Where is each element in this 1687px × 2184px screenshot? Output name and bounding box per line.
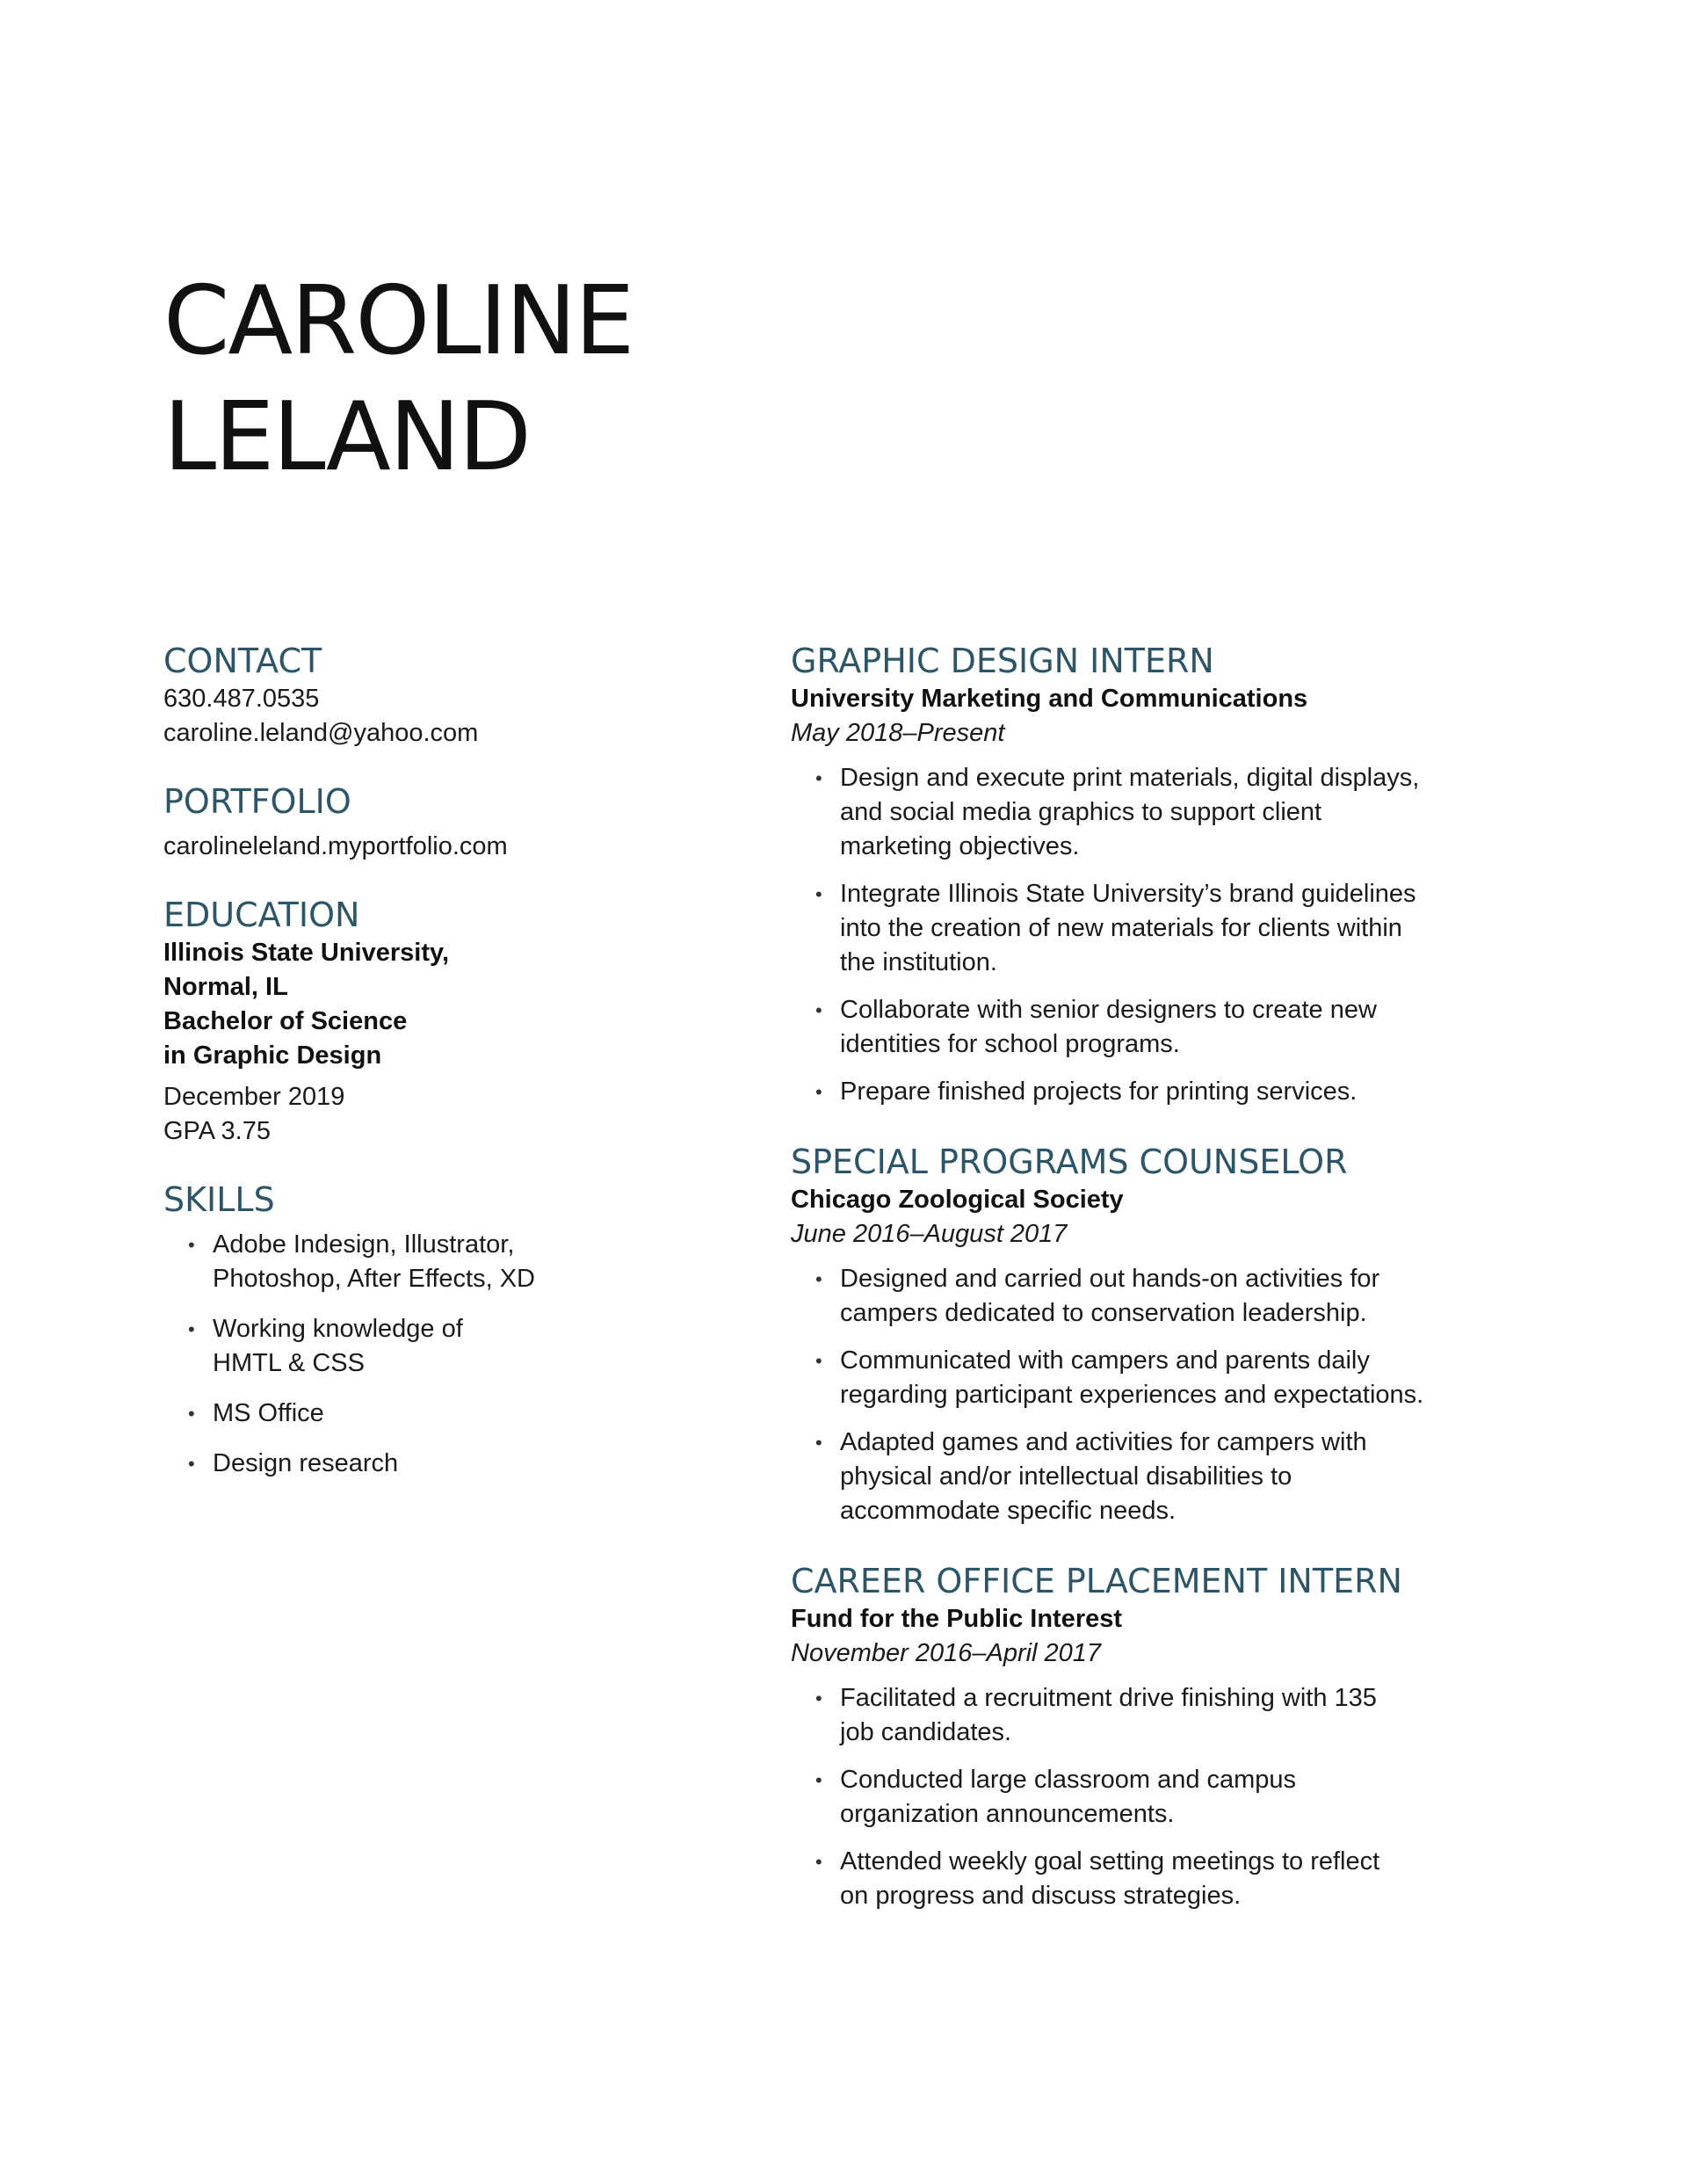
portfolio-section — [163, 780, 655, 864]
duty-text-line: on progress and discuss strategies. — [840, 1882, 1242, 1910]
skills-list — [163, 1228, 655, 1481]
duty-text-line: Designed and carried out hands-on activities for — [840, 1265, 1380, 1293]
bullet-glyph: • — [188, 1234, 195, 1256]
skill-item — [163, 1447, 655, 1481]
experience-entry — [791, 1141, 1529, 1528]
contact-section — [163, 640, 655, 751]
duty-text-line: job candidates. — [840, 1718, 1012, 1746]
bullet-glyph: • — [188, 1403, 195, 1425]
bullet-glyph: • — [815, 883, 822, 905]
duty-text-line: identities for school programs. — [840, 1030, 1180, 1058]
degree-line1: Bachelor of Science — [163, 1007, 408, 1035]
duty-item — [791, 877, 1529, 980]
skill-text-line: HMTL & CSS — [213, 1349, 365, 1377]
school-location: Normal, IL — [163, 973, 288, 1001]
duty-item — [791, 993, 1529, 1062]
portfolio-url: carolineleland.myportfolio.com — [163, 832, 508, 860]
duty-text-line: Facilitated a recruitment drive finishing with 135 — [840, 1684, 1377, 1712]
skill-text-line: Photoshop, After Effects, XD — [213, 1265, 536, 1293]
bullet-glyph: • — [188, 1453, 195, 1475]
job-organization: Fund for the Public Interest — [791, 1605, 1123, 1633]
school-name: Illinois State University, — [163, 939, 450, 967]
bullet-glyph: • — [815, 1350, 822, 1372]
job-title: CAREER OFFICE PLACEMENT INTERN — [791, 1562, 1402, 1600]
portfolio-heading: PORTFOLIO — [163, 782, 351, 821]
duty-text-line: regarding participant experiences and expectations. — [840, 1381, 1424, 1409]
bullet-glyph: • — [815, 1081, 822, 1103]
job-duties-list — [791, 1681, 1529, 1913]
duty-text-line: accommodate specific needs. — [840, 1497, 1177, 1525]
skill-item — [163, 1312, 655, 1381]
bullet-glyph: • — [815, 1687, 822, 1709]
skill-item — [163, 1228, 655, 1296]
duty-text-line: Adapted games and activities for campers with — [840, 1428, 1367, 1456]
duty-text-line: Attended weekly goal setting meetings to reflect — [840, 1847, 1380, 1876]
bullet-glyph: • — [815, 1769, 822, 1791]
duty-text-line: campers dedicated to conservation leadership. — [840, 1299, 1367, 1327]
duty-text-line: Conducted large classroom and campus — [840, 1766, 1297, 1794]
job-duties-list — [791, 761, 1529, 1109]
job-dates: June 2016–August 2017 — [791, 1220, 1068, 1248]
phone-number: 630.487.0535 — [163, 685, 320, 713]
skills-section — [163, 1179, 655, 1481]
email-address: caroline.leland@yahoo.com — [163, 719, 479, 747]
duty-text-line: and social media graphics to support client — [840, 798, 1322, 826]
duty-text-line: Communicated with campers and parents daily — [840, 1346, 1370, 1375]
gpa: GPA 3.75 — [163, 1117, 271, 1145]
job-organization: Chicago Zoological Society — [791, 1186, 1124, 1214]
experience-entry — [791, 640, 1529, 1109]
degree-line2: in Graphic Design — [163, 1041, 382, 1070]
job-duties-list — [791, 1262, 1529, 1528]
first-name: CAROLINE — [163, 266, 634, 376]
duty-text-line: Design and execute print materials, digital displays, — [840, 764, 1420, 792]
job-dates: May 2018–Present — [791, 719, 1005, 747]
bullet-glyph: • — [188, 1318, 195, 1340]
last-name: LELAND — [163, 382, 530, 492]
duty-text-line: physical and/or intellectual disabilities to — [840, 1462, 1292, 1491]
bullet-glyph: • — [815, 1432, 822, 1454]
experience-entry — [791, 1560, 1529, 1913]
duty-item — [791, 1075, 1529, 1109]
duty-text-line: Integrate Illinois State University’s brand guidelines — [840, 880, 1416, 908]
bullet-glyph: • — [815, 999, 822, 1021]
duty-text-line: Prepare finished projects for printing services. — [840, 1077, 1358, 1106]
duty-item — [791, 1426, 1529, 1528]
bullet-glyph: • — [815, 1851, 822, 1873]
resume-name — [163, 264, 633, 496]
job-organization: University Marketing and Communications — [791, 685, 1308, 713]
bullet-glyph: • — [815, 767, 822, 789]
skills-heading: SKILLS — [163, 1180, 275, 1219]
duty-text-line: marketing objectives. — [840, 832, 1080, 860]
graduation-date: December 2019 — [163, 1083, 345, 1111]
education-section — [163, 894, 655, 1149]
duty-item — [791, 761, 1529, 864]
job-title: SPECIAL PROGRAMS COUNSELOR — [791, 1143, 1348, 1181]
bullet-glyph: • — [815, 1268, 822, 1290]
skill-text-line: Adobe Indesign, Illustrator, — [213, 1230, 515, 1259]
duty-text-line: organization announcements. — [840, 1800, 1175, 1828]
education-heading: EDUCATION — [163, 896, 360, 934]
skill-text-line: Design research — [213, 1449, 399, 1477]
job-dates: November 2016–April 2017 — [791, 1639, 1102, 1667]
duty-item — [791, 1763, 1529, 1832]
contact-heading: CONTACT — [163, 642, 322, 680]
skill-text-line: MS Office — [213, 1399, 324, 1427]
duty-text-line: into the creation of new materials for clients within — [840, 914, 1402, 942]
duty-item — [791, 1845, 1529, 1913]
duty-item — [791, 1344, 1529, 1412]
experience-column — [791, 640, 1529, 1945]
skill-item — [163, 1397, 655, 1431]
job-title: GRAPHIC DESIGN INTERN — [791, 642, 1214, 680]
duty-text-line: the institution. — [840, 948, 997, 976]
skill-text-line: Working knowledge of — [213, 1315, 463, 1343]
duty-item — [791, 1681, 1529, 1750]
duty-text-line: Collaborate with senior designers to create new — [840, 996, 1377, 1024]
left-column — [163, 640, 655, 1511]
duty-item — [791, 1262, 1529, 1331]
